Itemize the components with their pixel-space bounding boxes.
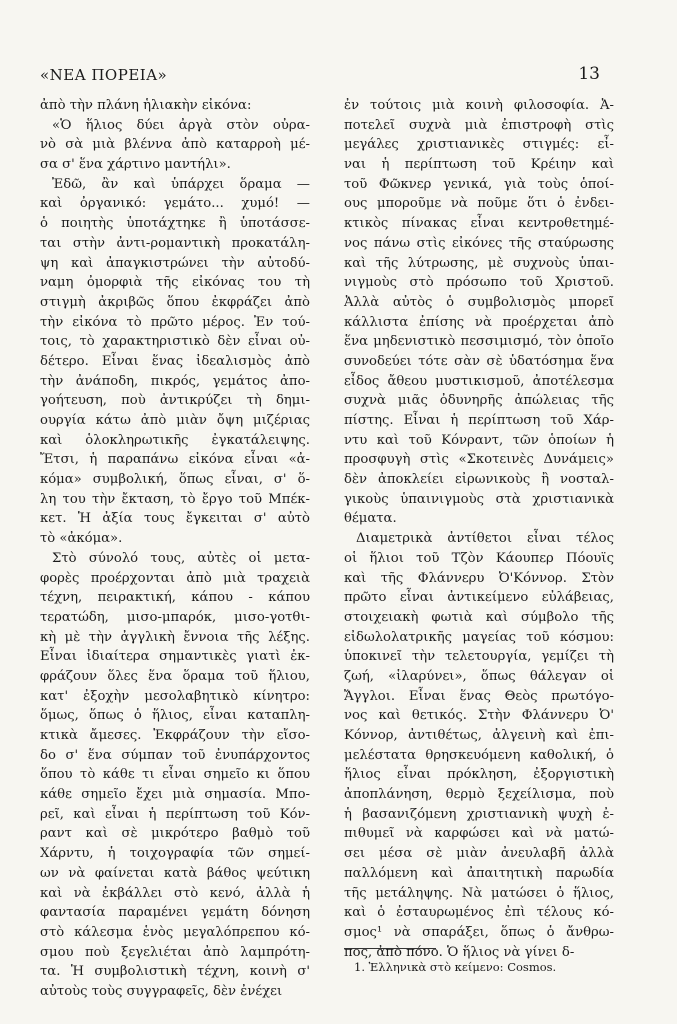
text-line: καὶ νὰ ἐκβάλλει στὸ κενό, ἀλλὰ ἡ xyxy=(40,885,310,901)
text-line: φράζουν ὅλες ἕνα ὅραμα τοῦ ἥλιου, xyxy=(40,668,310,684)
text-line: Ἐδῶ, ἂν καὶ ὑπάρχει ὅραμα — xyxy=(52,176,310,192)
text-line: θέματα. xyxy=(344,511,397,527)
text-line: ραντ καὶ σὲ μικρότερο βαθμὸ τοῦ xyxy=(40,826,310,842)
text-line: σμου ποὺ ξεγελιέται ἀπὸ λαμπρότη- xyxy=(40,944,310,960)
text-line: Εἶναι ἰδιαίτερα σημαντικὲς γιατὶ ἐκ- xyxy=(40,649,310,665)
footnote: 1. Ἑλληνικὰ στὸ κείμενο: Cosmos. xyxy=(354,960,557,974)
text-line: ὅμως, ὅπως ὁ ἥλιος, εἶναι καταπλη- xyxy=(40,708,310,724)
text-line: ντυ καὶ τοῦ Κόνραντ, τῶν ὁποίων ἡ xyxy=(344,432,614,448)
footnote-rule xyxy=(344,948,436,949)
text-line: ρεῖ, καὶ εἶναι ἡ περίπτωση τοῦ Κόν- xyxy=(40,806,310,822)
text-line: πος, ἀπὸ πόνο. Ὁ ἥλιος νὰ γίνει δ- xyxy=(344,944,575,960)
text-line: πίστης. Εἶναι ἡ περίπτωση τοῦ Χάρ- xyxy=(344,413,614,428)
text-line: καὶ ὁ ἐσταυρωμένος ἐπὶ τέλους κό- xyxy=(344,905,614,921)
text-line: δὲν ἀποκλείει εἰρωνικοὺς ἢ νοσταλ- xyxy=(344,472,614,488)
text-line: ἀπὸ τὴν πλάνη ἡλιακὴν εἰκόνα: xyxy=(40,98,252,113)
text-line: ἡ βασανιζόμενη χριστιανικὴ ψυχὴ ἐ- xyxy=(344,806,614,822)
text-line: σμος¹ νὰ σπαράξει, ὅπως ὁ ἄνθρω- xyxy=(344,924,614,940)
text-line: ναι ἡ περίπτωση τοῦ Κρέιην καὶ xyxy=(344,157,614,173)
text-line: τοῦ Φῶκνερ γενικά, γιὰ τοὺς ὁποί- xyxy=(344,176,614,192)
text-line: τα. Ἡ συμβολιστικὴ τέχνη, κοινὴ σ' xyxy=(40,964,310,980)
text-line: τὴν ἀνάποδη, πικρός, γεμάτος ἀπο- xyxy=(40,373,310,389)
text-line: στὸ κάλεσμα ἑνὸς μεγαλόπρεπου κό- xyxy=(40,924,310,940)
text-line: αὐτοὺς τοὺς συγγραφεῖς, δὲν ἐνέχει xyxy=(40,983,283,999)
left-column xyxy=(40,96,310,1002)
text-line: δο σ' ἕνα σύμπαν τοῦ ἐνυπάρχοντος xyxy=(40,747,310,763)
text-line: κατ' ἐξοχὴν μεσολαβητικὸ κίνητρο: xyxy=(40,688,310,704)
text-line: νος καὶ θετικός. Στὴν Φλάννερυ Ὀ' xyxy=(344,708,614,724)
page-number: 13 xyxy=(578,64,600,84)
text-line: σα σ' ἕνα χάρτινο μαντήλι». xyxy=(40,157,231,173)
text-line: συνοδεύει τότε σὰν σὲ ὑδατόσημα ἕνα xyxy=(344,353,614,369)
text-line: γικοὺς ὑπαινιγμοὺς στὰ χριστιανικὰ xyxy=(344,491,614,507)
text-line: ται στὴν ἀντι-ρομαντικὴ προκατάλη- xyxy=(40,235,310,251)
text-line: ων νὰ φαίνεται κατὰ βάθος ψεύτικη xyxy=(40,865,310,881)
text-line: δέτερο. Εἶναι ἕνας ἰδεαλισμὸς ἀπὸ xyxy=(40,353,310,369)
text-line: ψη καὶ ἀπαγκιστρώνει τὴν αὐτοδύ- xyxy=(40,255,310,271)
text-line: στιγμὴ ἀκριβῶς ὅπου ἐκφράζει ἀπὸ xyxy=(40,294,310,310)
text-line: ναμη ὀμορφιὰ τῆς εἰκόνας του τὴ xyxy=(40,275,310,291)
text-line: κὴ μὲ τὴν ἀγγλικὴ ἔννοια τῆς λέξης. xyxy=(40,629,310,645)
text-line: λη του τὴν ἔκταση, τὸ ἔργο τοῦ Μπέκ- xyxy=(40,491,310,507)
text-line: ποτελεῖ συχνὰ μιὰ ἐπιστροφὴ στὶς xyxy=(344,117,614,133)
text-line: καὶ ὁλοκληρωτικῆς ἐγκατάλειψης. xyxy=(40,432,310,448)
text-line: ὁ ποιητὴς ὑποτάχτηκε ἢ ὑποτάσσε- xyxy=(40,216,310,232)
text-line: φορὲς προέρχονται ἀπὸ μιὰ τραχειὰ xyxy=(40,570,310,586)
text-line: ἥλιος εἶναι πρόκληση, ἐξοργιστικὴ xyxy=(344,767,614,783)
text-line: ἀποπλάνηση, θερμὸ ξεχείλισμα, ποὺ xyxy=(344,787,614,803)
text-line: οἱ ἥλιοι τοῦ Τζὸν Κάουπερ Πόουϊς xyxy=(344,550,614,566)
text-line: Κόννορ, ἀντιθέτως, ἀλγεινὴ καὶ ἐπι- xyxy=(344,728,614,743)
text-line: πρῶτο εἶναι ἀντικείμενο εὐλάβειας, xyxy=(344,590,614,606)
text-line: κάθε σημεῖο ἔχει μιὰ σημασία. Μπο- xyxy=(40,787,310,803)
right-column xyxy=(344,96,614,962)
text-line: στοιχειακὴ φωτιὰ καὶ σύμβολο τῆς xyxy=(344,609,614,625)
text-line: νιγμοὺς στὸ πρόσωπο τοῦ Χριστοῦ. xyxy=(344,275,614,291)
text-line: τὴν εἰκόνα τὸ πρῶτο μέρος. Ἐν τού- xyxy=(40,314,310,330)
text-line: πιθυμεῖ νὰ καρφώσει καὶ νὰ ματώ- xyxy=(344,826,614,842)
text-line: Ἄγγλοι. Εἶναι ἕνας Θεὸς πρωτόγο- xyxy=(344,688,614,704)
text-line: καὶ ὀργανικό: γεμάτο... χυμό! — xyxy=(40,196,310,212)
text-line: καὶ τῆς Φλάννερυ Ὀ'Κόννορ. Στὸν xyxy=(344,570,614,586)
text-line: Ἔτσι, ἡ παραπάνω εἰκόνα εἶναι «ἀ- xyxy=(40,452,310,468)
text-line: παλλόμενη καὶ ἀπαιτητικὴ παρωδία xyxy=(344,865,614,881)
text-line: ουργία κάτω ἀπὸ μιὰν ὄψη μιζέριας xyxy=(40,413,310,428)
text-line: σει μέσα σὲ μιὰν ἀνευλαβῆ ἀλλὰ xyxy=(344,846,614,862)
text-line: Διαμετρικὰ ἀντίθετοι εἶναι τέλος xyxy=(356,531,614,547)
text-line: νὸ σὰ μιὰ βλέννα ἀπὸ καταρροὴ μέ- xyxy=(40,137,310,153)
text-line: τῆς μετάληψης. Νὰ ματώσει ὁ ἥλιος, xyxy=(344,885,614,901)
text-line: μεγάλες χριστιανικὲς στιγμές: εἶ- xyxy=(344,137,614,153)
text-line: Ἀλλὰ αὐτὸς ὁ συμβολισμὸς μπορεῖ xyxy=(344,294,614,310)
text-line: συχνὰ μιᾶς ὀδυνηρῆς ἀπώλειας τῆς xyxy=(344,393,614,409)
text-line: τέχνη, πειρακτική, κάπου - κάπου xyxy=(40,590,310,606)
text-line: καὶ τῆς λύτρωσης, μὲ συχνοὺς ὑπαι- xyxy=(344,255,614,271)
text-line: «Ὁ ἥλιος δύει ἀργὰ στὸν οὐρα- xyxy=(52,117,310,133)
text-line: φαντασία παραμένει γεμάτη δόνηση xyxy=(40,905,310,921)
text-line: κετ. Ἡ ἀξία τους ἔγκειται σ' αὐτὸ xyxy=(40,511,310,527)
text-line: προσφυγὴ στὶς «Σκοτεινὲς Δυνάμεις» xyxy=(344,452,614,468)
running-head: «ΝΕΑ ΠΟΡΕΙΑ» xyxy=(40,66,168,84)
text-line: κτικὰ ἄμεσες. Ἐκφράζουν τὴν εἴσο- xyxy=(40,728,310,743)
text-line: τοις, τὸ χαρακτηριστικὸ δὲν εἶναι οὐ- xyxy=(40,334,310,350)
text-line: τὸ «ἀκόμα». xyxy=(40,531,123,547)
text-line: μελέστατα θρησκευόμενη καθολική, ὁ xyxy=(344,747,614,763)
text-line: γοήτευση, ποὺ ἀντικρύζει τὴ δημι- xyxy=(40,393,310,409)
text-line: κόμα» συμβολική, ὅπως εἶναι, σ' ὅ- xyxy=(40,472,310,488)
text-line: Στὸ σύνολό τους, αὐτὲς οἱ μετα- xyxy=(52,550,310,566)
text-line: ὑποκινεῖ τὴν τελετουργία, γεμίζει τὴ xyxy=(344,649,614,665)
text-line: ἐν τούτοις μιὰ κοινὴ φιλοσοφία. Ἀ- xyxy=(344,98,614,113)
text-line: τερατώδη, μισο-μπαρόκ, μισο-γοτθι- xyxy=(40,609,310,625)
text-line: ζωή, «ἱλαρύνει», ὅπως θάλεγαν οἱ xyxy=(344,668,614,684)
text-line: Χάρντυ, ἡ τοιχογραφία τῶν σημεί- xyxy=(40,846,310,862)
text-line: εἶδος ἄθεου μυστικισμοῦ, ἀποτέλεσμα xyxy=(344,373,614,389)
text-line: ὅπου τὸ κάθε τι εἶναι σημεῖο κι ὅπου xyxy=(40,767,310,783)
text-line: ους μποροῦμε νὰ ποῦμε ὅτι ὁ ἐνδει- xyxy=(344,196,614,212)
text-line: κτικὸς πίνακας εἶναι κεντροθετημέ- xyxy=(344,216,614,232)
text-line: νος πάνω στὶς εἰκόνες τῆς σταύρωσης xyxy=(344,235,614,251)
text-line: εἰδωλολατρικῆς μαγείας τοῦ κόσμου: xyxy=(344,629,614,645)
text-line: ἕνα μηδενιστικὸ πεσσιμισμό, τὸν ὁποῖο xyxy=(344,334,614,350)
text-line: κάλλιστα ἐπίσης νὰ προέρχεται ἀπὸ xyxy=(344,314,614,330)
